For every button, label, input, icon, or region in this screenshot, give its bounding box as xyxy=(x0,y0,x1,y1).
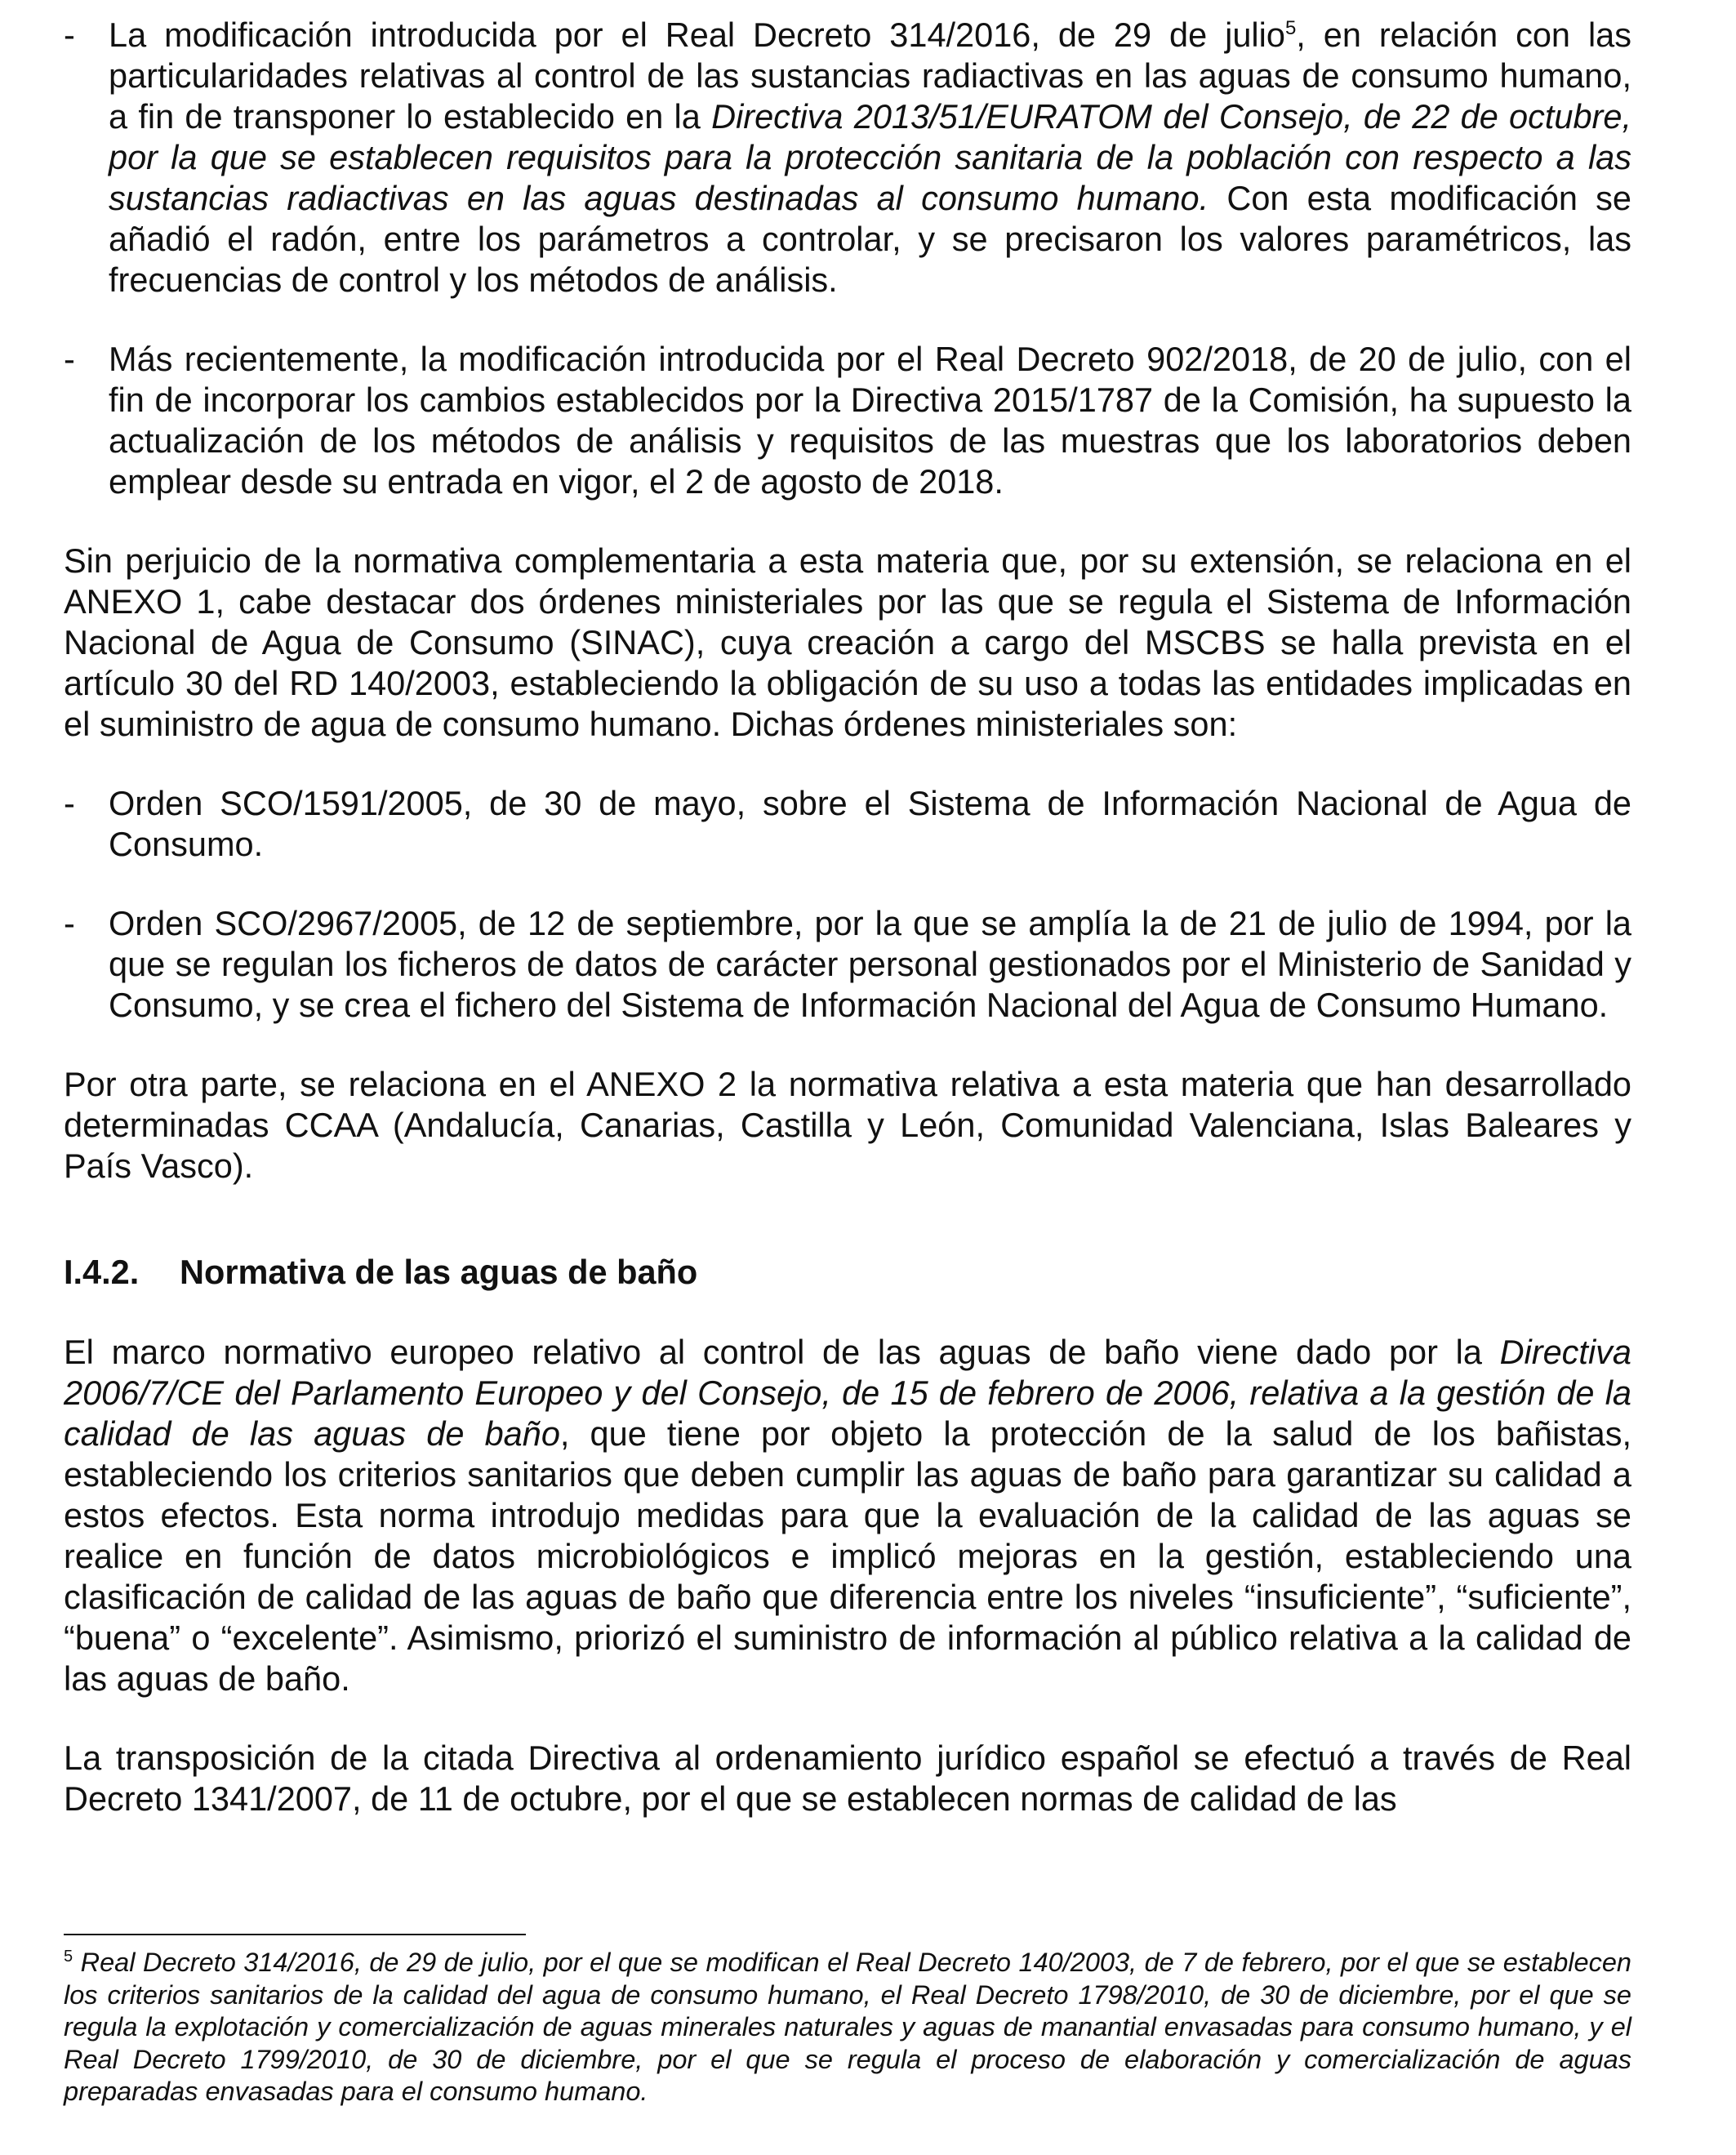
paragraph: Por otra parte, se relaciona en el ANEXO 2 la normativa relativa a esta materia que han desarrollado determinadas CCAA (Andalucía, Canarias, Castilla y León, Comunidad Valenciana, Islas Baleares y País Vasco). xyxy=(64,1065,1631,1185)
paragraph-text-part: , que tiene por objeto la protección de la salud de los bañistas, estableciendo los criterios sanitarios que deben cumplir las aguas de baño para garantizar su calidad a estos efectos. Esta norma introdujo medidas para que la evaluación de la calidad de las aguas se realice en función de datos microbiológicos e implicó mejoras en la gestión, estableciendo una clasificación de calidad de las aguas de baño que diferencia entre los niveles “insuficiente”, “suficiente”, “buena” o “excelente”. Asimismo, priorizó el suministro de información al público relativa a la calidad de las aguas de baño. xyxy=(64,1414,1631,1698)
list-dash: - xyxy=(64,16,75,54)
list-dash: - xyxy=(64,784,75,822)
list-item-text: Orden SCO/2967/2005, de 12 de septiembre, por la que se amplía la de 21 de julio de 1994, por la que se regulan los ficheros de datos de carácter personal gestionados por el Ministerio de Sanidad y Consumo, y se crea el fichero del Sistema de Información Nacional del Agua de Consumo Humano. xyxy=(109,904,1631,1024)
directive-title: Directiva 2013/51/EURATOM del Consejo, de 22 de octubre, por la que se establecen requisitos para la protección sanitaria de la población con respecto a las sustancias radiactivas en las aguas destinadas al consumo humano. xyxy=(109,97,1631,217)
list-dash: - xyxy=(64,904,75,942)
footnote-reference[interactable]: 5 xyxy=(1284,17,1297,40)
list-dash: - xyxy=(64,340,75,378)
paragraph: Sin perjuicio de la normativa complementaria a esta materia que, por su extensión, se relaciona en el ANEXO 1, cabe destacar dos órdenes ministeriales por las que se regula el Sistema de Información Nacional de Agua de Consumo (SINAC), cuya creación a cargo del MSCBS se halla prevista en el artículo 30 del RD 140/2003, estableciendo la obligación de su uso a todas las entidades implicadas en el suministro de agua de consumo humano. Dichas órdenes ministeriales son: xyxy=(64,541,1631,743)
directive-title: Directiva 2006/7/CE del Parlamento Europeo y del Consejo, de 15 de febrero de 2006, relativa a la gestión de la calidad de las aguas de baño xyxy=(64,1333,1631,1453)
list-item xyxy=(64,15,1631,301)
footnote-separator xyxy=(64,1934,526,1935)
paragraph: La transposición de la citada Directiva al ordenamiento jurídico español se efectuó a través de Real Decreto 1341/2007, de 11 de octubre, por el que se establecen normas de calidad de las xyxy=(64,1739,1631,1818)
footnote-text: Real Decreto 314/2016, de 29 de julio, por el que se modifican el Real Decreto 140/2003, de 7 de febrero, por el que se establecen los criterios sanitarios de la calidad del agua de consumo humano, el Real Decreto 1798/2010, de 30 de diciembre, por el que se regula la explotación y comercialización de aguas minerales naturales y aguas de manantial envasadas para consumo humano, y el Real Decreto 1799/2010, de 30 de diciembre, por el que se regula el proceso de elaboración y comercialización de aguas preparadas envasadas para el consumo humano. xyxy=(64,1948,1631,2106)
list-item xyxy=(64,903,1631,1026)
paragraph xyxy=(64,1332,1631,1699)
list-item-text-part: Con esta modificación se añadió el radón, entre los parámetros a controlar, y se precisaron los valores paramétricos, las frecuencias de control y los métodos de análisis. xyxy=(109,179,1631,299)
section-heading xyxy=(64,1252,1631,1293)
section-number: I.4.2. xyxy=(64,1253,140,1291)
list-item xyxy=(64,783,1631,865)
list-item-text-part: La modificación introducida por el Real Decreto 314/2016, de 29 de julio xyxy=(109,16,1285,54)
list-item-text: Orden SCO/1591/2005, de 30 de mayo, sobre el Sistema de Información Nacional de Agua de Consumo. xyxy=(109,784,1631,863)
list-item-text xyxy=(109,15,1631,301)
footnote xyxy=(64,1947,1631,2108)
paragraph-text-part: El marco normativo europeo relativo al control de las aguas de baño viene dado por la xyxy=(64,1333,1500,1371)
document-page xyxy=(64,15,1631,1858)
footnote-number: 5 xyxy=(64,1948,73,1966)
list-item-text-part: , en relación con las particularidades relativas al control de las sustancias radiactivas en las aguas de consumo humano, a fin de transponer lo establecido en la xyxy=(109,16,1631,136)
section-title: Normativa de las aguas de baño xyxy=(180,1253,698,1291)
list-item-text: Más recientemente, la modificación introducida por el Real Decreto 902/2018, de 20 de julio, con el fin de incorporar los cambios establecidos por la Directiva 2015/1787 de la Comisión, ha supuesto la actualización de los métodos de análisis y requisitos de las muestras que los laboratorios deben emplear desde su entrada en vigor, el 2 de agosto de 2018. xyxy=(109,340,1631,501)
list-item xyxy=(64,339,1631,502)
